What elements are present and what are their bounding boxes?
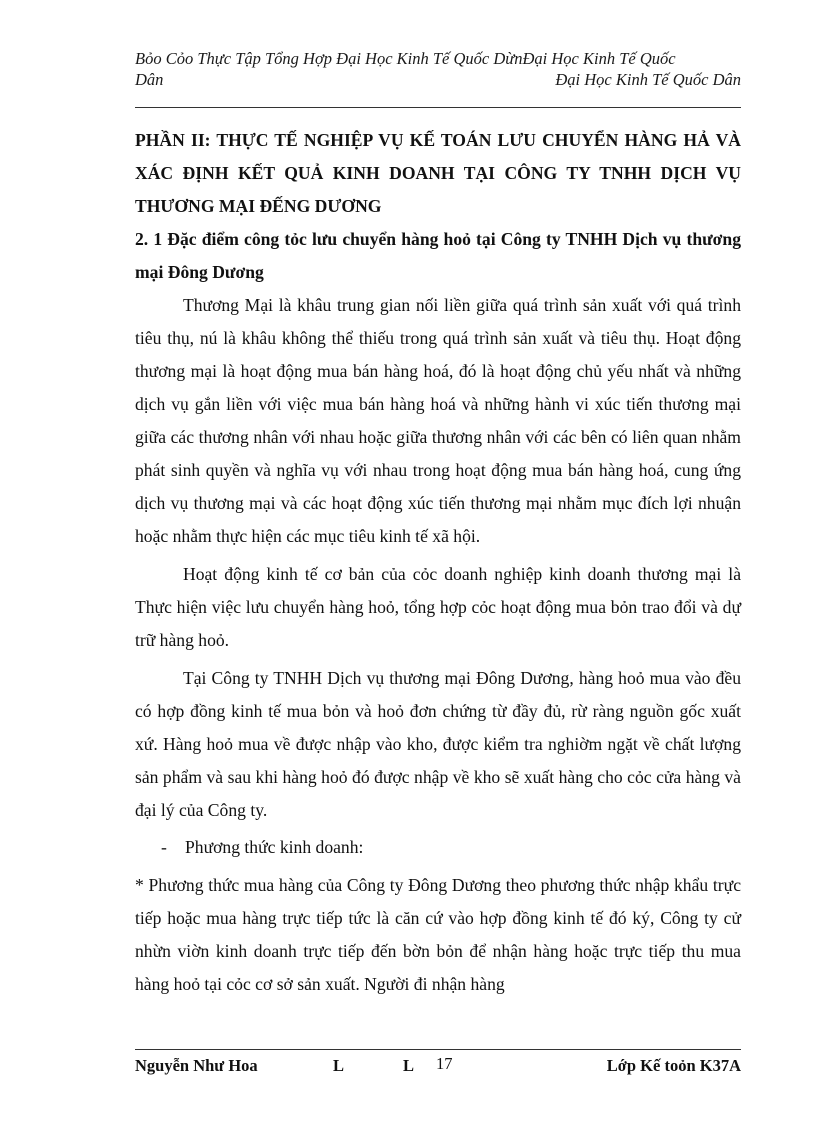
page-number: 17	[436, 1054, 453, 1073]
bullet-text: Phương thức kinh doanh:	[185, 837, 364, 857]
bullet-item	[135, 831, 741, 864]
part-title: PHẦN II: THỰC TẾ NGHIỆP VỤ KẾ TOÁN LƯU CHUYỂN HÀNG HẢ VÀ XÁC ĐỊNH KẾT QUẢ KINH DOANH TẠI CÔNG TY TNHH DỊCH VỤ THƯƠNG MẠI ĐẾNG DƯƠNG	[135, 130, 741, 216]
header-divider	[135, 107, 741, 108]
page-footer	[135, 1054, 741, 1078]
section-heading: 2. 1 Đặc điểm công tỏc lưu chuyển hàng hoỏ tại Công ty TNHH Dịch vụ thương mại Đông Dương	[135, 229, 741, 282]
header-line-1: Bỏo Cỏo Thực Tập Tổng Hợp Đại Học Kinh Tế Quốc DừnĐại Học Kinh Tế Quốc	[135, 49, 676, 68]
document-body	[135, 124, 741, 1001]
paragraph-2: Hoạt động kinh tế cơ bản của cỏc doanh nghiệp kinh doanh thương mại là Thực hiện việc lưu chuyển hàng hoỏ, tổng hợp cỏc hoạt động mua bỏn trao đổi và dự trữ hàng hoỏ.	[135, 564, 741, 650]
footer-class: Lớp Kế toỏn K37A	[606, 1056, 741, 1075]
page-header	[135, 48, 741, 90]
paragraph-1: Thương Mại là khâu trung gian nối liền giữa quá trình sản xuất với quá trình tiêu thụ, nú là khâu không thể thiếu trong quá trình sản xuất và tiêu thụ. Hoạt động thương mại là hoạt động mua bán hàng hoá, đó là hoạt động chủ yếu nhất và những dịch vụ gắn liền với việc mua bán hàng hoá và những hành vi xúc tiến thương mại giữa các thương nhân với nhau hoặc giữa thương nhân với các bên có liên quan nhằm phát sinh quyền và nghĩa vụ với nhau trong hoạt động mua bán hàng hoá, cung ứng dịch vụ thương mại và các hoạt động xúc tiến thương mại nhằm mục đích lợi nhuận hoặc nhằm thực hiện các mục tiêu kinh tế xã hội.	[135, 295, 741, 546]
footer-mark-2: L	[403, 1056, 415, 1075]
paragraph-4: * Phương thức mua hàng của Công ty Đông Dương theo phương thức nhập khẩu trực tiếp hoặc mua hàng trực tiếp tức là căn cứ vào hợp đồng kinh tế đó ký, Công ty cử nhừn viờn kinh doanh trực tiếp đến bờn bỏn để nhận hàng hoặc trực tiếp thu mua hàng hoỏ tại cỏc cơ sở sản xuất. Người đi nhận hàng	[135, 875, 741, 994]
header-line-2-left: Dân	[135, 70, 164, 89]
footer-divider	[135, 1049, 741, 1050]
header-line-2	[135, 69, 741, 90]
footer-author: Nguyễn Như Hoa	[135, 1056, 258, 1075]
footer-mark-1: L	[333, 1056, 345, 1075]
bullet-dash: -	[161, 837, 167, 857]
header-line-2-right: Đại Học Kinh Tế Quốc Dân	[555, 70, 741, 89]
paragraph-3: Tại Công ty TNHH Dịch vụ thương mại Đông Dương, hàng hoỏ mua vào đều có hợp đồng kinh tế mua bỏn và hoỏ đơn chứng từ đầy đủ, rừ ràng nguồn gốc xuất xứ. Hàng hoỏ mua về được nhập vào kho, được kiểm tra nghiờm ngặt về chất lượng sản phẩm và sau khi hàng hoỏ đó được nhập về kho sẽ xuất hàng cho cỏc cửa hàng và đại lý của Công ty.	[135, 668, 741, 820]
